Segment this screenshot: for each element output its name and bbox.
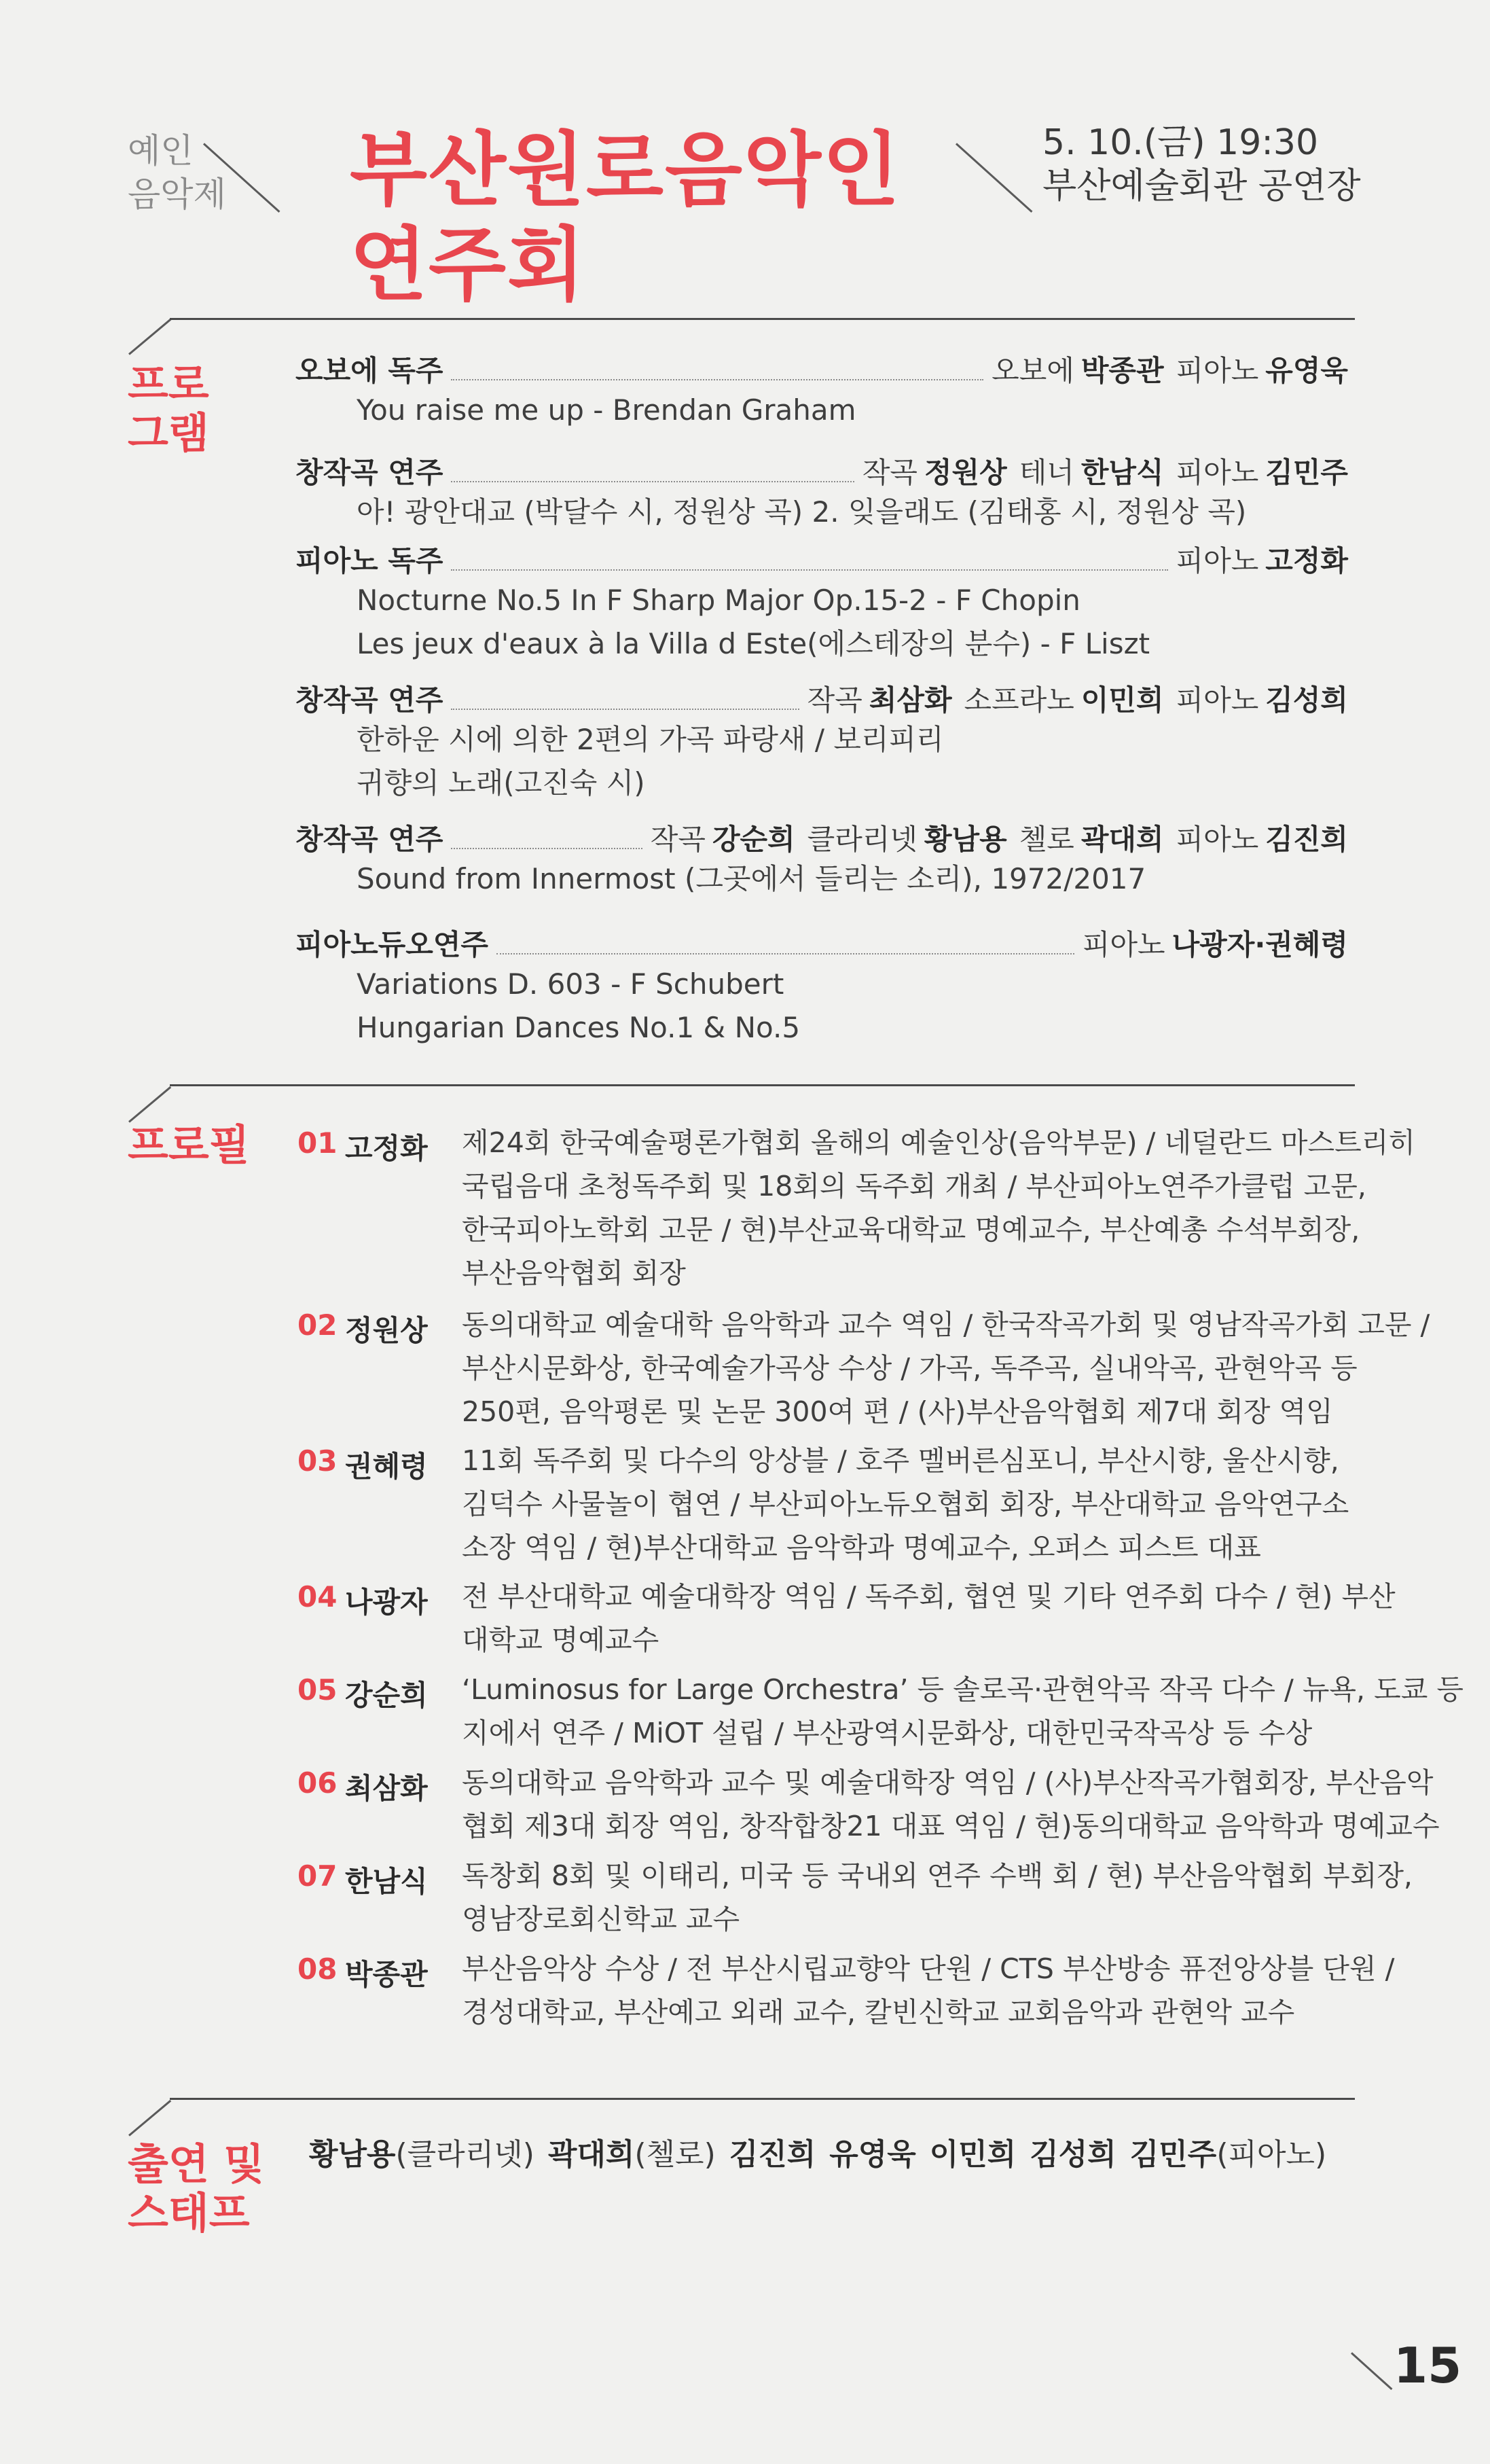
- program-piece-line: Variations D. 603 - F Schubert: [357, 967, 784, 1001]
- profile-bio-line: 국립음대 초청독주회 및 18회의 독주회 개최 / 부산피아노연주가클럽 고문,: [462, 1170, 1366, 1202]
- profile-number: 07: [297, 1859, 338, 1893]
- performer-role: 클라리넷: [807, 823, 917, 856]
- dotted-leader: [451, 569, 1167, 571]
- staff-name: 유영욱: [829, 2137, 916, 2172]
- staff-name: 김성희: [1030, 2137, 1116, 2172]
- profile-bio-line: 동의대학교 음악학과 교수 및 예술대학장 역임 / (사)부산작곡가협회장, 부산음악: [462, 1766, 1434, 1799]
- program-item-title: 창작곡 연주: [295, 456, 443, 489]
- program-item-performers: [992, 353, 1348, 389]
- profile-name: 나광자: [345, 1586, 428, 1619]
- performer-name: 강순희: [712, 823, 795, 856]
- program-item-title: 오보에 독주: [295, 354, 443, 387]
- staff-divider-slash: [128, 2100, 171, 2137]
- profile-name: 한남식: [345, 1865, 428, 1898]
- page-title: [350, 122, 901, 313]
- performer-name: 나광자·권혜령: [1171, 928, 1348, 961]
- profile-number: 06: [297, 1766, 338, 1800]
- program-item-title: 창작곡 연주: [295, 683, 443, 717]
- page-title-line1: 부산원로음악인: [350, 123, 901, 217]
- profile-bio-line: 협회 제3대 회장 역임, 창작합창21 대표 역임 / 현)동의대학교 음악학과 명예교수: [462, 1810, 1440, 1842]
- profile-bio-line: 김덕수 사물놀이 협연 / 부산피아노듀오협회 회장, 부산대학교 음악연구소: [462, 1488, 1349, 1520]
- profile-bio-line: 제24회 한국예술평론가협회 올해의 예술인상(음악부문) / 네덜란드 마스트리히: [462, 1126, 1415, 1159]
- profile-bio-line: 부산음악협회 회장: [462, 1257, 686, 1289]
- profile-bio-line: 독창회 8회 및 이태리, 미국 등 국내외 연주 수백 회 / 현) 부산음악협회 부회장,: [462, 1859, 1413, 1892]
- page-number-slash: [1351, 2352, 1392, 2390]
- performer-role: 오보에: [992, 354, 1074, 387]
- page-number: 15: [1394, 2337, 1462, 2394]
- program-piece-line: 한하운 시에 의한 2편의 가곡 파랑새 / 보리피리: [357, 723, 944, 756]
- profile-bio: [462, 1121, 1415, 1295]
- profile-name: 고정화: [345, 1132, 428, 1165]
- series-label: [128, 129, 226, 216]
- profile-bio-line: 전 부산대학교 예술대학장 역임 / 독주회, 협연 및 기타 연주회 다수 / 현) 부산: [462, 1580, 1396, 1613]
- performer-name: 최삼화: [869, 683, 952, 717]
- performer-role: 피아노: [1176, 456, 1259, 489]
- program-item-title: 피아노듀오연주: [295, 928, 489, 961]
- profile-bio: [462, 1575, 1396, 1662]
- profile-name: 정원상: [345, 1314, 428, 1347]
- series-label-line1: 예인: [128, 131, 194, 171]
- performer-role: 소프라노: [964, 683, 1074, 717]
- program-label: [128, 360, 209, 458]
- staff-role: (첼로): [634, 2137, 716, 2172]
- performer-name: 고정화: [1265, 544, 1348, 577]
- profile-bio-line: 영남장로회신학교 교수: [462, 1903, 740, 1935]
- program-piece-line: 아! 광안대교 (박달수 시, 정원상 곡) 2. 잊을래도 (김태홍 시, 정원상 곡): [357, 495, 1247, 529]
- profile-name: 권혜령: [345, 1450, 428, 1483]
- profile-number: 05: [297, 1673, 338, 1707]
- performer-name: 이민희: [1080, 683, 1164, 717]
- program-item-performers: [1176, 543, 1348, 579]
- performer-name: 한남식: [1080, 456, 1164, 489]
- performer-role: 테너: [1019, 456, 1074, 489]
- performer-name: 김민주: [1265, 456, 1348, 489]
- staff-role: (클라리넷): [395, 2137, 534, 2172]
- performer-role: 첼로: [1019, 823, 1074, 856]
- profile-number: 02: [297, 1308, 338, 1342]
- event-venue: 부산예술회관 공연장: [1042, 166, 1361, 207]
- profile-bio: [462, 1439, 1372, 1569]
- performer-role: 피아노: [1176, 354, 1259, 387]
- profile-name: 최삼화: [345, 1772, 428, 1805]
- profile-number: 04: [297, 1580, 338, 1613]
- program-item-performers: [1083, 927, 1348, 963]
- program-item-performers: [807, 683, 1348, 718]
- program-piece-line: Nocturne No.5 In F Sharp Major Op.15-2 - F Chopin: [357, 584, 1080, 617]
- dotted-leader: [451, 481, 854, 482]
- profile-bio-line: ‘Luminosus for Large Orchestra’ 등 솔로곡·관현악곡 작곡 다수 / 뉴욕, 도쿄 등: [462, 1673, 1464, 1706]
- date-slash: [956, 143, 1032, 213]
- performer-role: 피아노: [1082, 928, 1165, 961]
- program-label-line1: 프로: [128, 359, 209, 409]
- profile-bio-line: 한국피아노학회 고문 / 현)부산교육대학교 명예교수, 부산예총 수석부회장,: [462, 1213, 1360, 1246]
- profile-number: 08: [297, 1952, 338, 1986]
- performer-role: 피아노: [1176, 544, 1259, 577]
- performer-name: 황남용: [924, 823, 1007, 856]
- program-item: [295, 683, 1348, 718]
- profile-bio-line: 부산시문화상, 한국예술가곡상 수상 / 가곡, 독주곡, 실내악곡, 관현악곡 등: [462, 1352, 1358, 1385]
- profile-bio: [462, 1854, 1413, 1941]
- staff-label: [128, 2140, 264, 2238]
- profile-bio-line: 부산음악상 수상 / 전 부산시립교향악 단원 / CTS 부산방송 퓨전앙상블 단원 /: [462, 1952, 1395, 1985]
- staff-label-line1: 출연 및: [128, 2139, 265, 2189]
- performer-name: 곽대희: [1080, 823, 1164, 856]
- profile-divider-slash: [128, 1086, 171, 1123]
- performer-name: 김성희: [1265, 683, 1348, 717]
- staff-name: 황남용: [309, 2137, 396, 2172]
- program-piece-line: Hungarian Dances No.1 & No.5: [357, 1011, 801, 1044]
- program-item: [295, 353, 1348, 389]
- program-divider-slash: [128, 319, 171, 355]
- program-item-performers: [651, 822, 1348, 857]
- performer-name: 박종관: [1080, 354, 1164, 387]
- profile-number: 01: [297, 1126, 338, 1160]
- profile-number: 03: [297, 1444, 338, 1478]
- profile-bio-line: 소장 역임 / 현)부산대학교 음악학과 명예교수, 오퍼스 피스트 대표: [462, 1531, 1261, 1564]
- profile-bio-line: 250편, 음악평론 및 논문 300여 편 / (사)부산음악협회 제7대 회장 역임: [462, 1395, 1333, 1428]
- staff-name: 곽대희: [547, 2137, 635, 2172]
- staff-divider: [170, 2098, 1355, 2100]
- dotted-leader: [496, 953, 1074, 954]
- dotted-leader: [451, 848, 642, 849]
- profile-bio: [462, 1303, 1430, 1433]
- event-info: [1042, 121, 1361, 208]
- profile-bio-line: 경성대학교, 부산예고 외래 교수, 칼빈신학교 교회음악과 관현악 교수: [462, 1996, 1295, 2029]
- performer-name: 김진희: [1265, 823, 1348, 856]
- program-item: [295, 455, 1348, 490]
- program-item: [295, 543, 1348, 579]
- program-piece-line: You raise me up - Brendan Graham: [357, 393, 856, 427]
- page-title-line2: 연주회: [350, 218, 586, 312]
- profile-bio: [462, 1668, 1464, 1755]
- profile-bio: [462, 1947, 1395, 2034]
- program-item-title: 피아노 독주: [295, 544, 443, 577]
- profile-bio-line: 11회 독주회 및 다수의 앙상블 / 호주 멜버른심포니, 부산시향, 울산시향,: [462, 1444, 1339, 1477]
- performer-role: 피아노: [1176, 683, 1259, 717]
- program-item: [295, 927, 1348, 963]
- program-piece-line: Les jeux d'eaux à la Villa d Este(에스테장의 분수) - F Liszt: [357, 627, 1150, 660]
- performer-role: 작곡: [862, 456, 917, 489]
- performer-role: 작곡: [807, 683, 862, 717]
- program-divider: [170, 318, 1355, 320]
- staff-name: 김민주: [1129, 2137, 1217, 2172]
- profile-bio-line: 동의대학교 예술대학 음악학과 교수 역임 / 한국작곡가회 및 영남작곡가회 고문 /: [462, 1308, 1430, 1341]
- profile-label: 프로필: [128, 1120, 250, 1170]
- performer-role: 작곡: [650, 823, 706, 856]
- dotted-leader: [451, 709, 799, 710]
- program-item: [295, 822, 1348, 857]
- program-piece-line: Sound from Innermost (그곳에서 들리는 소리), 1972/2017: [357, 862, 1146, 895]
- profile-bio-line: 지에서 연주 / MiOT 설립 / 부산광역시문화상, 대한민국작곡상 등 수상: [462, 1717, 1313, 1749]
- program-label-line2: 그램: [128, 408, 209, 458]
- profile-divider: [170, 1084, 1355, 1086]
- profile-name: 강순희: [345, 1679, 428, 1712]
- performer-name: 유영욱: [1265, 354, 1348, 387]
- staff-name: 이민희: [929, 2137, 1017, 2172]
- performer-role: 피아노: [1176, 823, 1259, 856]
- performer-name: 정원상: [924, 456, 1007, 489]
- program-piece-line: 귀향의 노래(고진숙 시): [357, 766, 645, 800]
- dotted-leader: [451, 379, 983, 380]
- program-item-performers: [862, 455, 1348, 490]
- staff-name: 김진희: [729, 2137, 816, 2172]
- profile-bio-line: 대학교 명예교수: [462, 1624, 659, 1656]
- staff-label-line2: 스태프: [128, 2188, 250, 2238]
- event-date: 5. 10.(금) 19:30: [1042, 122, 1319, 163]
- program-item-title: 창작곡 연주: [295, 823, 443, 856]
- staff-role: (피아노): [1216, 2137, 1327, 2172]
- profile-name: 박종관: [345, 1958, 428, 1991]
- series-label-line2: 음악제: [128, 175, 226, 214]
- staff-list: [309, 2135, 1326, 2175]
- profile-bio: [462, 1761, 1440, 1848]
